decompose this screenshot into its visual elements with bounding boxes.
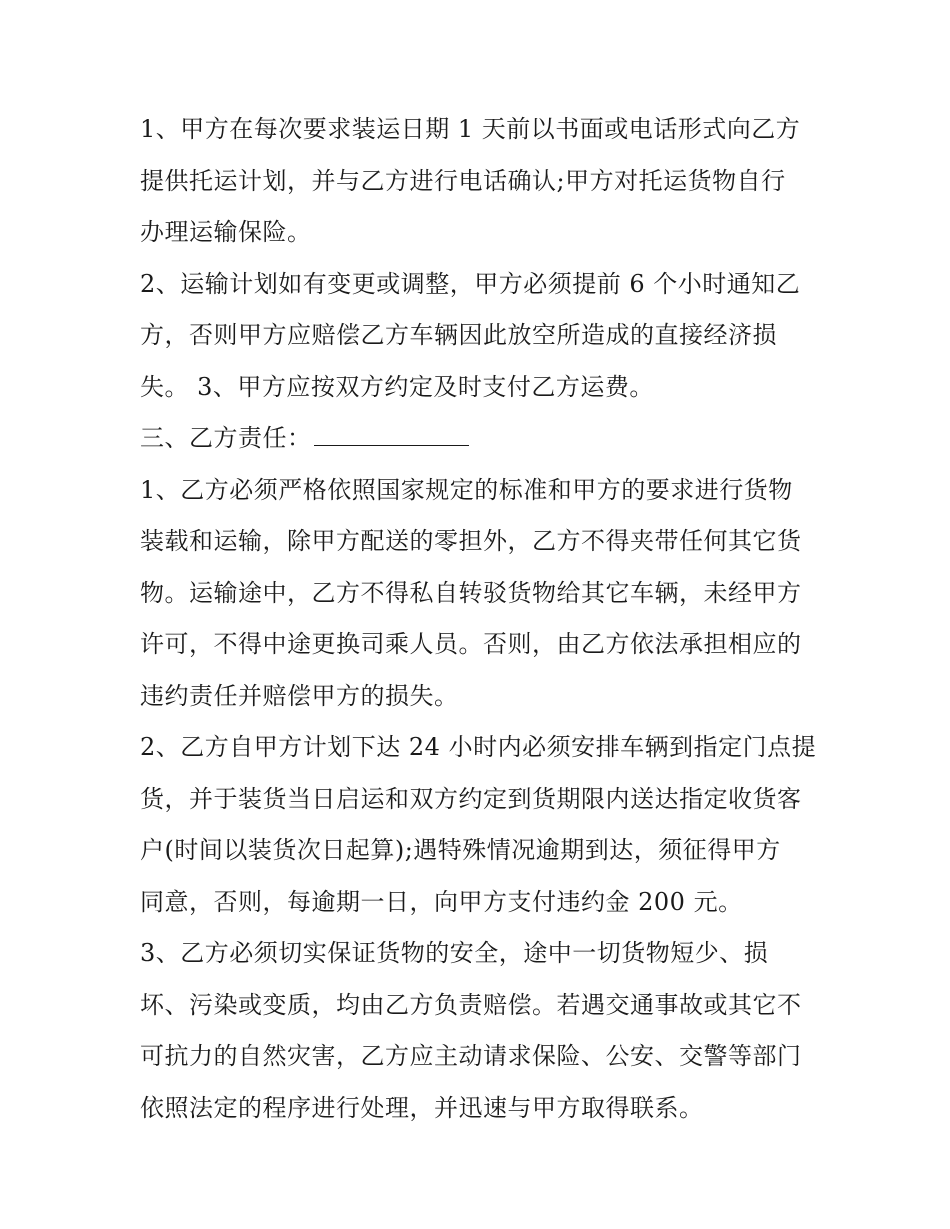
text-line: 同意，否则，每逾期一日，向甲方支付违约金 200 元。 <box>140 887 743 916</box>
clause-party-a-1 <box>140 104 820 259</box>
clause-party-a-2 <box>140 259 820 414</box>
text-line: 办理运输保险。 <box>140 218 312 246</box>
text-line: 3、乙方必须切实保证货物的安全，途中一切货物短少、损 <box>140 939 769 967</box>
text-line: 依照法定的程序进行处理，并迅速与甲方取得联系。 <box>140 1093 704 1122</box>
text-line: 户(时间以装货次日起算);遇特殊情况逾期到达，须征得甲方 <box>140 836 781 864</box>
text-line: 物。运输途中，乙方不得私自转驳货物给其它车辆，未经甲方 <box>140 578 802 607</box>
section-heading-party-b <box>140 413 820 465</box>
text-line: 1、乙方必须严格依照国家规定的标准和甲方的要求进行货物 <box>140 475 793 504</box>
clause-party-b-3 <box>140 928 820 1134</box>
text-line: 违约责任并赔偿甲方的损失。 <box>140 681 459 710</box>
text-line: 提供托运计划，并与乙方进行电话确认;甲方对托运货物自行 <box>140 166 786 195</box>
text-line: 可抗力的自然灾害，乙方应主动请求保险、公安、交警等部门 <box>140 1042 802 1070</box>
fill-in-blank <box>314 415 469 446</box>
text-line: 许可，不得中途更换司乘人员。否则，由乙方依法承担相应的 <box>140 630 802 658</box>
text-line: 1、甲方在每次要求装运日期 1 天前以书面或电话形式向乙方 <box>140 115 801 143</box>
clause-party-b-2 <box>140 722 820 928</box>
section-heading-text: 三、乙方责任： <box>140 424 312 452</box>
text-line: 2、运输计划如有变更或调整，甲方必须提前 6 个小时通知乙 <box>140 269 801 298</box>
text-line: 2、乙方自甲方计划下达 24 小时内必须安排车辆到指定门点提 <box>140 733 817 761</box>
text-line: 装载和运输，除甲方配送的零担外，乙方不得夹带任何其它货 <box>140 527 802 555</box>
document-body <box>140 104 820 1134</box>
text-line: 坏、污染或变质，均由乙方负责赔偿。若遇交通事故或其它不 <box>140 990 802 1019</box>
text-line: 货，并于装货当日启运和双方约定到货期限内送达指定收货客 <box>140 784 802 813</box>
clause-party-b-1 <box>140 465 820 723</box>
text-line: 方，否则甲方应赔偿乙方车辆因此放空所造成的直接经济损 <box>140 321 777 349</box>
text-line: 失。 3、甲方应按双方约定及时支付乙方运费。 <box>140 372 654 401</box>
heading-line <box>140 413 820 465</box>
